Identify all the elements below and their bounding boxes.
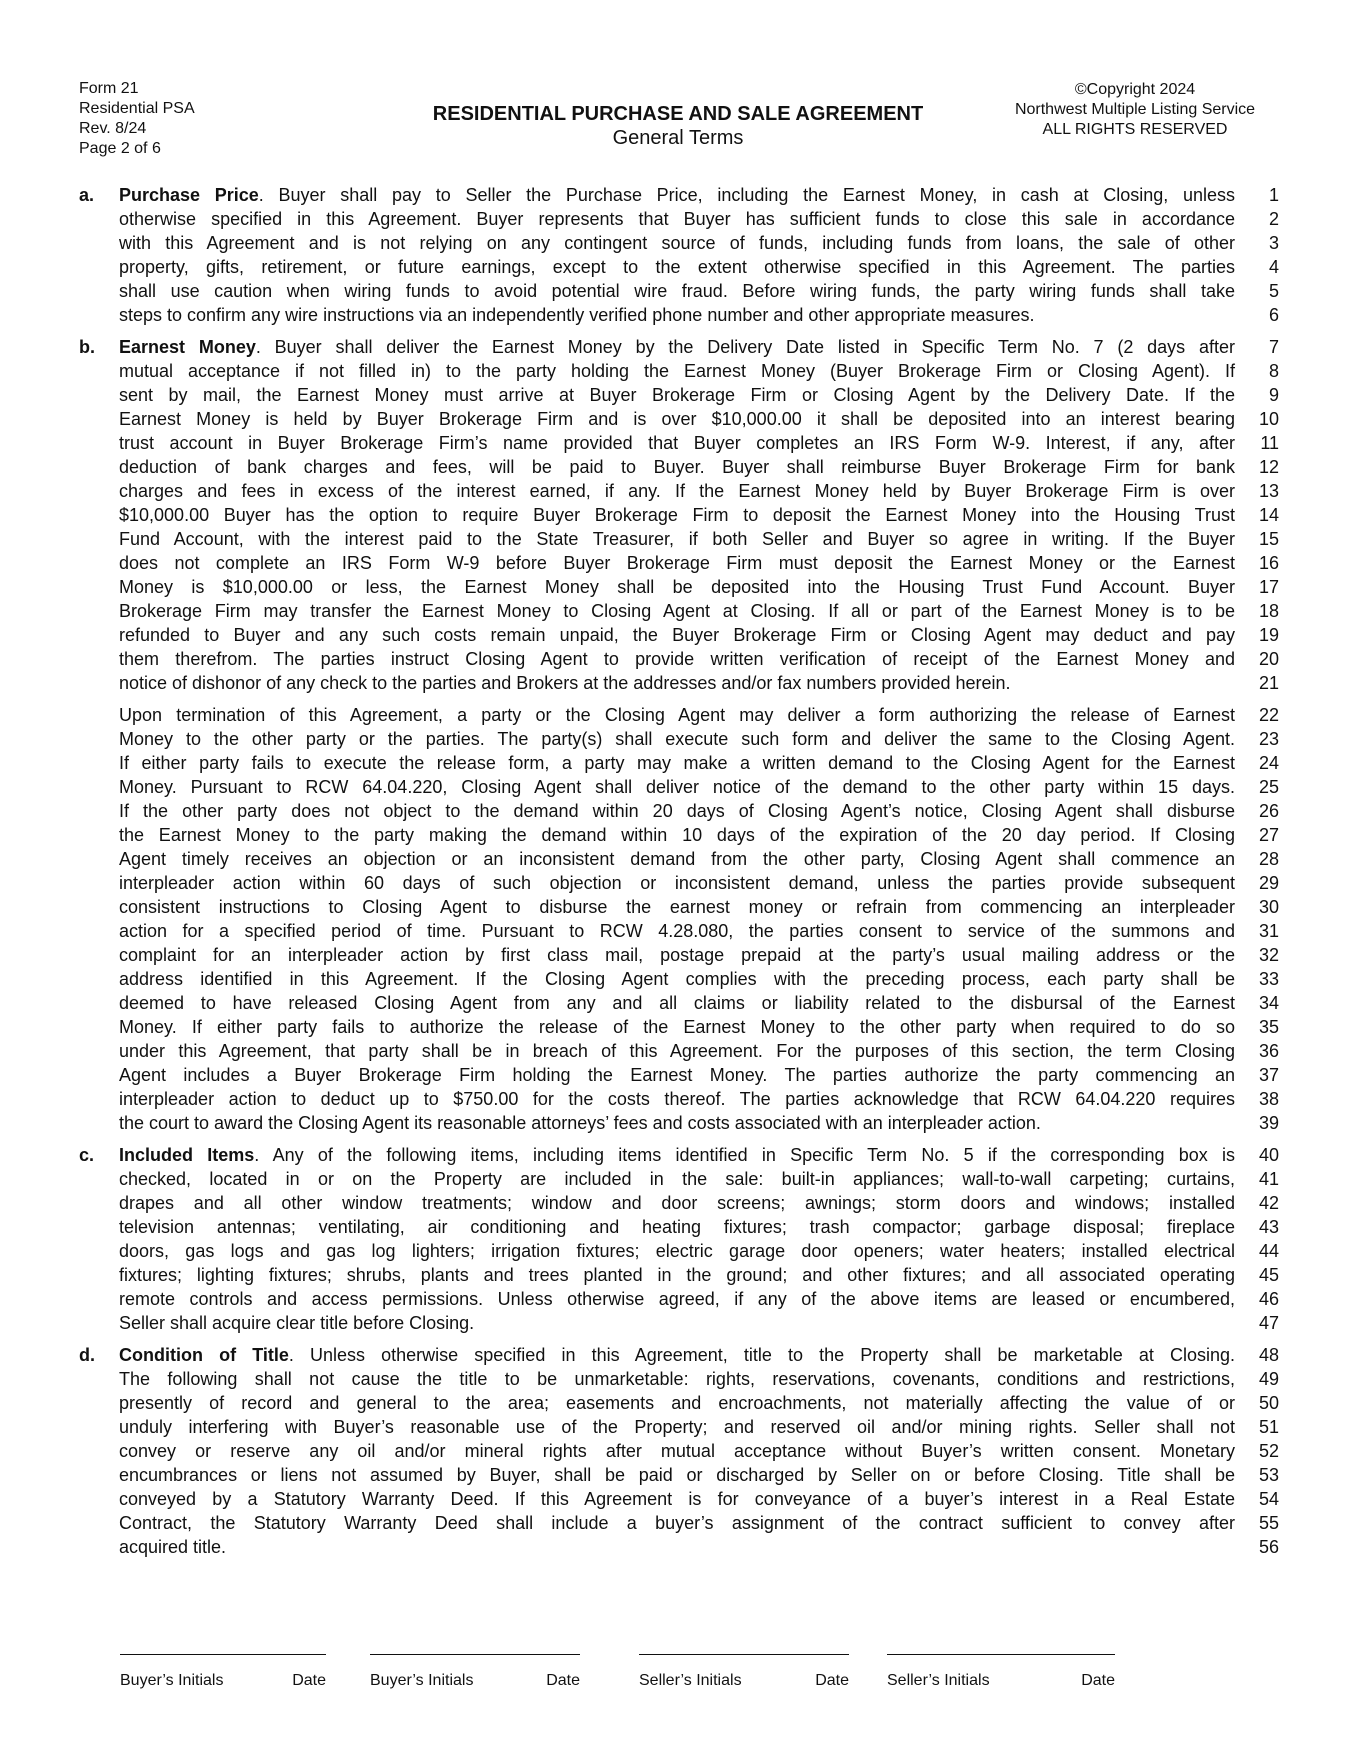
- text-line: the Earnest Money to the party making the demand within 10 days of the expiration of the 20 day period. If Closing: [119, 825, 1235, 845]
- section-heading: Included Items: [119, 1145, 255, 1165]
- text-line: Money to the other party or the parties. The party(s) shall execute such form and deliver the same to the Closing Agent.: [119, 729, 1235, 749]
- line-number: 30: [1258, 897, 1279, 917]
- line-number: 17: [1258, 577, 1279, 597]
- text-line: property, gifts, retirement, or future earnings, except to the extent otherwise specified in this Agreement. The parties: [119, 257, 1235, 277]
- section-text: [119, 1143, 1235, 1335]
- text-line: $10,000.00 Buyer has the option to require Buyer Brokerage Firm to deposit the Earnest Money into the Housing Trust: [119, 505, 1235, 525]
- text-line: acquired title.: [119, 1537, 227, 1557]
- text-line: Money. If either party fails to authorize the release of the Earnest Money to the other party when required to do so: [119, 1017, 1235, 1037]
- line-number: 37: [1258, 1065, 1279, 1085]
- line-number: 7: [1268, 337, 1279, 357]
- section-heading: Earnest Money: [119, 337, 256, 357]
- section-purchase-price: [79, 183, 1279, 327]
- section-letter: b.: [79, 337, 95, 357]
- text-line: them therefrom. The parties instruct Closing Agent to provide written verification of receipt of the Earnest Money and: [119, 649, 1235, 669]
- date-label: Date: [292, 1672, 326, 1689]
- initials-label: Buyer’s Initials: [120, 1672, 224, 1689]
- line-number: 13: [1258, 481, 1279, 501]
- line-number: 25: [1258, 777, 1279, 797]
- text-line: steps to confirm any wire instructions via an independently verified phone number and other appropriate measures.: [119, 305, 1035, 325]
- line-numbers: [1235, 335, 1279, 695]
- text-line: Brokerage Firm may transfer the Earnest Money to Closing Agent at Closing. If all or part of the Earnest Money is to be: [119, 601, 1235, 621]
- text-line: If the other party does not object to the demand within 20 days of Closing Agent’s notice, Closing Agent shall disburse: [119, 801, 1235, 821]
- line-number: 27: [1258, 825, 1279, 845]
- text-line: unduly interfering with Buyer’s reasonable use of the Property; and reserved oil and/or mining rights. Seller shall not: [119, 1417, 1235, 1437]
- line-number: 10: [1258, 409, 1279, 429]
- text-line-rest: . Buyer shall pay to Seller the Purchase Price, including the Earnest Money, in cash at Closing, unless: [258, 185, 1236, 205]
- line-number: 4: [1268, 257, 1279, 277]
- text-line: remote controls and access permissions. Unless otherwise agreed, if any of the above items are leased or encumbered,: [119, 1289, 1235, 1309]
- section-included-items: [79, 1143, 1279, 1335]
- line-number: 33: [1258, 969, 1279, 989]
- line-number: 53: [1258, 1465, 1279, 1485]
- text-line: deduction of bank charges and fees, will be paid to Buyer. Buyer shall reimburse Buyer Brokerage Firm for bank: [119, 457, 1235, 477]
- text-line: Fund Account, with the interest paid to the State Treasurer, if both Seller and Buyer so agree in writing. If the Buyer: [119, 529, 1235, 549]
- buyer-initials-1[interactable]: [120, 1650, 326, 1710]
- section-text: [119, 335, 1235, 695]
- line-number: 48: [1258, 1345, 1279, 1365]
- section-earnest-money: [79, 335, 1279, 695]
- text-line: Agent includes a Buyer Brokerage Firm holding the Earnest Money. The parties authorize the party commencing an: [119, 1065, 1235, 1085]
- line-number: 23: [1258, 729, 1279, 749]
- line-number: 42: [1258, 1193, 1279, 1213]
- line-number: 14: [1258, 505, 1279, 525]
- line-number: 16: [1258, 553, 1279, 573]
- text-line: conveyed by a Statutory Warranty Deed. If this Agreement is for conveyance of a buyer’s interest in a Real Estate: [119, 1489, 1235, 1509]
- line-number: 52: [1258, 1441, 1279, 1461]
- line-number: 49: [1258, 1369, 1279, 1389]
- text-line-rest: . Buyer shall deliver the Earnest Money by the Delivery Date listed in Specific Term No. 7 (2 days after: [255, 337, 1235, 357]
- section-text: [119, 1343, 1235, 1559]
- text-line: The following shall not cause the title to be unmarketable: rights, reservations, covenants, conditions and restrictions,: [119, 1369, 1235, 1389]
- text-line: presently of record and general to the area; easements and encroachments, not materially affecting the value of or: [119, 1393, 1235, 1413]
- text-line: does not complete an IRS Form W-9 before Buyer Brokerage Firm must deposit the Earnest Money or the Earnest: [119, 553, 1235, 573]
- line-number: 2: [1268, 209, 1279, 229]
- text-line: charges and fees in excess of the interest earned, if any. If the Earnest Money held by Buyer Brokerage Firm is over: [119, 481, 1235, 501]
- line-number: 11: [1260, 433, 1279, 453]
- text-line: encumbrances or liens not assumed by Buyer, shall be paid or discharged by Seller on or before Closing. Title shall be: [119, 1465, 1235, 1485]
- text-line: [119, 1143, 1235, 1167]
- document-body: [79, 183, 1279, 1567]
- line-number: 39: [1258, 1113, 1279, 1133]
- section-earnest-money-release: [79, 703, 1279, 1135]
- text-line: fixtures; lighting fixtures; shrubs, plants and trees planted in the ground; and other fixtures; and all associated operating: [119, 1265, 1235, 1285]
- seller-initials-2[interactable]: [887, 1650, 1115, 1710]
- text-line: drapes and all other window treatments; window and door screens; awnings; storm doors and windows; installed: [119, 1193, 1235, 1213]
- line-number: 9: [1268, 385, 1279, 405]
- line-number: 56: [1258, 1537, 1279, 1557]
- line-number: 50: [1258, 1393, 1279, 1413]
- form-number: Form 21: [79, 80, 139, 97]
- text-line: complaint for an interpleader action by first class mail, postage prepaid at the party’s usual mailing address or the: [119, 945, 1235, 965]
- line-number: 20: [1258, 649, 1279, 669]
- copyright-owner: Northwest Multiple Listing Service: [1014, 101, 1256, 118]
- line-number: 18: [1258, 601, 1279, 621]
- line-number: 6: [1268, 305, 1279, 325]
- signature-line: [370, 1654, 580, 1655]
- section-text: [119, 703, 1235, 1135]
- text-line: [119, 335, 1235, 359]
- text-line: Money. Pursuant to RCW 64.04.220, Closing Agent shall deliver notice of the demand to the other party within 15 days.: [119, 777, 1235, 797]
- text-line-rest: . Unless otherwise specified in this Agreement, title to the Property shall be marketable at Closing.: [288, 1345, 1235, 1365]
- text-line: under this Agreement, that party shall be in breach of this Agreement. For the purposes of this section, the term Closing: [119, 1041, 1235, 1061]
- text-line: with this Agreement and is not relying on any contingent source of funds, including funds from loans, the sale of other: [119, 233, 1235, 253]
- line-numbers: [1235, 703, 1279, 1135]
- section-letter: a.: [79, 185, 95, 205]
- line-number: 40: [1258, 1145, 1279, 1165]
- text-line: doors, gas logs and gas log lighters; irrigation fixtures; electric garage door openers; water heaters; installed electrical: [119, 1241, 1235, 1261]
- copyright-block: [995, 80, 1275, 140]
- initials-footer: [120, 1650, 1230, 1710]
- text-line: [119, 1343, 1235, 1367]
- text-line: interpleader action within 60 days of such objection or inconsistent demand, unless the parties provide subsequent: [119, 873, 1235, 893]
- line-number: 1: [1268, 185, 1279, 205]
- text-line: refunded to Buyer and any such costs remain unpaid, the Buyer Brokerage Firm or Closing Agent may deduct and pay: [119, 625, 1235, 645]
- line-number: 5: [1268, 281, 1279, 301]
- line-number: 32: [1258, 945, 1279, 965]
- initials-label: Buyer’s Initials: [370, 1672, 474, 1689]
- line-numbers: [1235, 1143, 1279, 1335]
- text-line: checked, located in or on the Property are included in the sale: built-in appliances; wall-to-wall carpeting; curtains,: [119, 1169, 1235, 1189]
- line-number: 28: [1258, 849, 1279, 869]
- text-line: trust account in Buyer Brokerage Firm’s name provided that Buyer completes an IRS Form W-9. Interest, if any, after: [119, 433, 1235, 453]
- text-line: shall use caution when wiring funds to avoid potential wire fraud. Before wiring funds, the party wiring funds shall take: [119, 281, 1235, 301]
- line-number: 44: [1258, 1241, 1279, 1261]
- text-line: If either party fails to execute the release form, a party may make a written demand to the Closing Agent for the Earnest: [119, 753, 1235, 773]
- buyer-initials-2[interactable]: [370, 1650, 580, 1710]
- line-number: 43: [1258, 1217, 1279, 1237]
- rights-reserved: ALL RIGHTS RESERVED: [1042, 121, 1228, 138]
- text-line: Upon termination of this Agreement, a party or the Closing Agent may deliver a form authorizing the release of Earnest: [119, 705, 1235, 725]
- line-numbers: [1235, 1343, 1279, 1559]
- section-heading: Condition of Title: [119, 1345, 289, 1365]
- section-letter: [79, 703, 119, 1135]
- text-line: Agent timely receives an objection or an inconsistent demand from the other party, Closing Agent shall commence an: [119, 849, 1235, 869]
- date-label: Date: [815, 1672, 849, 1689]
- initials-label: Seller’s Initials: [887, 1672, 990, 1689]
- line-number: 55: [1258, 1513, 1279, 1533]
- line-number: 26: [1258, 801, 1279, 821]
- page-number: Page 2 of 6: [79, 140, 161, 157]
- line-number: 47: [1258, 1313, 1279, 1333]
- line-number: 12: [1258, 457, 1279, 477]
- date-label: Date: [546, 1672, 580, 1689]
- line-number: 38: [1258, 1089, 1279, 1109]
- form-type: Residential PSA: [79, 100, 195, 117]
- line-number: 51: [1258, 1417, 1279, 1437]
- line-number: 24: [1258, 753, 1279, 773]
- line-number: 35: [1258, 1017, 1279, 1037]
- signature-line: [639, 1654, 849, 1655]
- text-line-rest: . Any of the following items, including items identified in Specific Term No. 5 if the corresponding box is: [254, 1145, 1236, 1165]
- section-letter: d.: [79, 1345, 95, 1365]
- text-line: television antennas; ventilating, air conditioning and heating fixtures; trash compactor; garbage disposal; fireplace: [119, 1217, 1235, 1237]
- text-line: Contract, the Statutory Warranty Deed shall include a buyer’s assignment of the contract sufficient to convey after: [119, 1513, 1235, 1533]
- line-number: 41: [1258, 1169, 1279, 1189]
- text-line: action for a specified period of time. Pursuant to RCW 4.28.080, the parties consent to service of the summons and: [119, 921, 1235, 941]
- section-heading: Purchase Price: [119, 185, 259, 205]
- seller-initials-1[interactable]: [639, 1650, 849, 1710]
- date-label: Date: [1081, 1672, 1115, 1689]
- line-number: 34: [1258, 993, 1279, 1013]
- text-line: address identified in this Agreement. If the Closing Agent complies with the preceding process, each party shall be: [119, 969, 1235, 989]
- section-condition-of-title: [79, 1343, 1279, 1559]
- line-number: 45: [1258, 1265, 1279, 1285]
- line-number: 3: [1268, 233, 1279, 253]
- line-number: 15: [1258, 529, 1279, 549]
- text-line: deemed to have released Closing Agent from any and all claims or liability related to the disbursal of the Earnest: [119, 993, 1235, 1013]
- text-line: mutual acceptance if not filled in) to the party holding the Earnest Money (Buyer Brokerage Firm or Closing Agent). If: [119, 361, 1235, 381]
- line-numbers: [1235, 183, 1279, 327]
- initials-label: Seller’s Initials: [639, 1672, 742, 1689]
- line-number: 54: [1258, 1489, 1279, 1509]
- section-letter: c.: [79, 1145, 95, 1165]
- line-number: 31: [1258, 921, 1279, 941]
- text-line: notice of dishonor of any check to the parties and Brokers at the addresses and/or fax numbers provided herein.: [119, 673, 1011, 693]
- document-subtitle: General Terms: [612, 127, 744, 149]
- line-number: 46: [1258, 1289, 1279, 1309]
- document-title: RESIDENTIAL PURCHASE AND SALE AGREEMENT: [432, 103, 924, 125]
- signature-line: [120, 1654, 326, 1655]
- text-line: [119, 183, 1235, 207]
- text-line: Seller shall acquire clear title before Closing.: [119, 1313, 475, 1333]
- text-line: convey or reserve any oil and/or mineral rights after mutual acceptance without Buyer’s written consent. Monetary: [119, 1441, 1235, 1461]
- text-line: otherwise specified in this Agreement. Buyer represents that Buyer has sufficient funds to close this sale in accordance: [119, 209, 1235, 229]
- section-text: [119, 183, 1235, 327]
- line-number: 8: [1268, 361, 1279, 381]
- text-line: consistent instructions to Closing Agent to disburse the earnest money or refrain from commencing an interpleader: [119, 897, 1235, 917]
- line-number: 19: [1258, 625, 1279, 645]
- text-line: interpleader action to deduct up to $750.00 for the costs thereof. The parties acknowledge that RCW 64.04.220 requires: [119, 1089, 1235, 1109]
- text-line: Earnest Money is held by Buyer Brokerage Firm and is over $10,000.00 it shall be deposited into an interest bearing: [119, 409, 1235, 429]
- text-line: the court to award the Closing Agent its reasonable attorneys’ fees and costs associated with an interpleader action.: [119, 1113, 1041, 1133]
- text-line: sent by mail, the Earnest Money must arrive at Buyer Brokerage Firm or Closing Agent by the Delivery Date. If the: [119, 385, 1235, 405]
- line-number: 21: [1258, 673, 1279, 693]
- form-revision: Rev. 8/24: [79, 120, 147, 137]
- text-line: Money is $10,000.00 or less, the Earnest Money shall be deposited into the Housing Trust Fund Account. Buyer: [119, 577, 1235, 597]
- signature-line: [887, 1654, 1115, 1655]
- copyright-line: ©Copyright 2024: [1074, 81, 1196, 98]
- line-number: 29: [1258, 873, 1279, 893]
- line-number: 22: [1258, 705, 1279, 725]
- line-number: 36: [1258, 1041, 1279, 1061]
